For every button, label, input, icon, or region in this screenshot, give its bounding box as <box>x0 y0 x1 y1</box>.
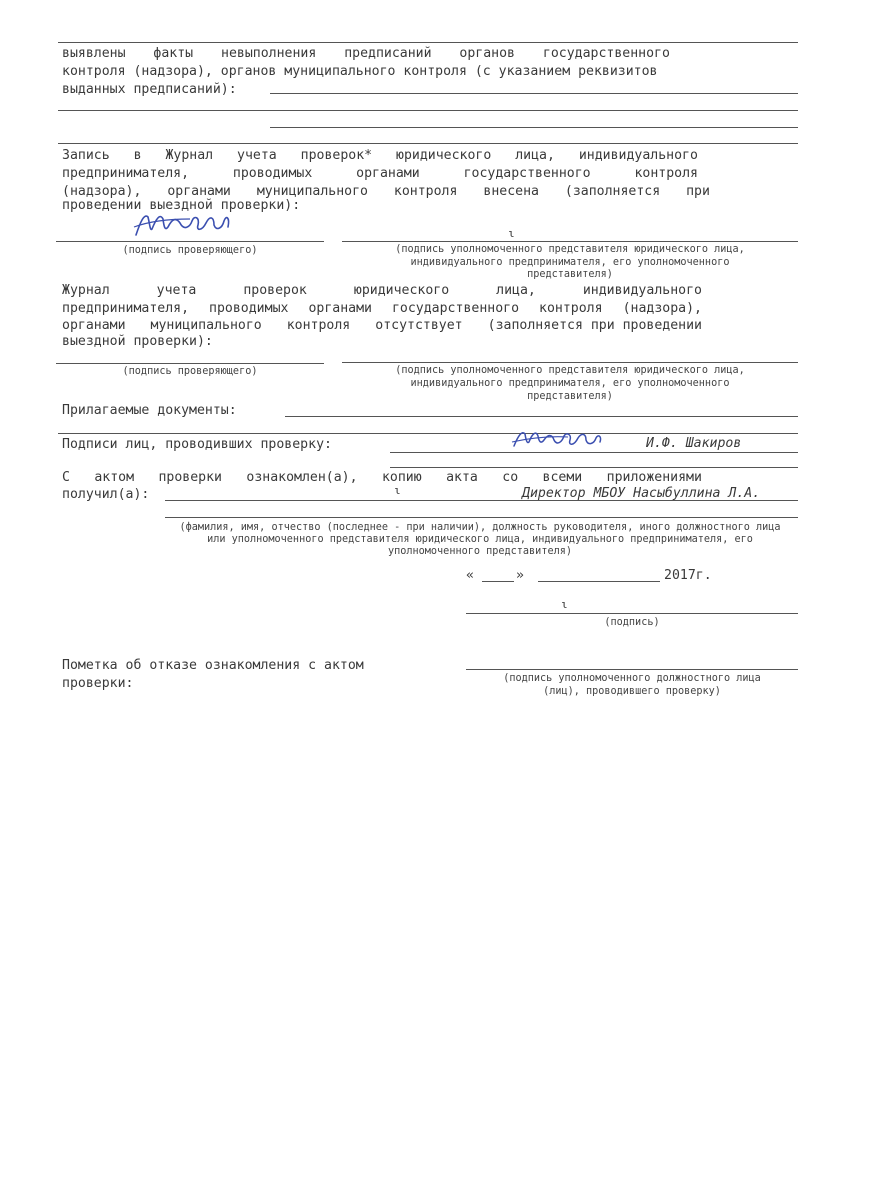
recipient-name: Директор МБОУ Насыбуллина Л.А. <box>522 486 761 501</box>
refusal-caption-1: (подпись уполномоченного должностного лица <box>503 673 761 684</box>
inspector-name: И.Ф. Шакиров <box>646 436 742 451</box>
date-month-field[interactable] <box>538 581 660 582</box>
signature-caption: (подпись) <box>604 617 660 628</box>
date-close-quote: » <box>516 568 524 583</box>
recipient-line-2[interactable] <box>165 517 798 518</box>
violations-fill-line-2[interactable] <box>58 110 798 111</box>
pen-mark: ɩ <box>561 598 568 611</box>
journal-absent-line-3: органами муниципального контроля отсутствует (заполняется при проведении <box>62 318 702 333</box>
representative-caption-1b: индивидуального предпринимателя, его уполномоченного <box>410 257 730 268</box>
attached-documents-line-1[interactable] <box>285 416 798 417</box>
pen-mark: ɩ <box>508 227 515 240</box>
inspector-signature-line-1[interactable] <box>56 241 324 242</box>
journal-absent-line-4: выездной проверки): <box>62 334 213 349</box>
representative-signature-line-1[interactable] <box>342 241 798 242</box>
recipient-caption-1: (фамилия, имя, отчество (последнее - при наличии), должность руководителя, иного должностного лица <box>179 522 781 533</box>
inspector-caption-1: (подпись проверяющего) <box>122 245 258 256</box>
journal-entry-line-4: проведении выездной проверки): <box>62 198 301 213</box>
violations-line-3: выданных предписаний): <box>62 82 237 97</box>
refusal-caption-2: (лиц), проводившего проверку) <box>543 686 721 697</box>
violations-fill-line-4[interactable] <box>58 143 798 144</box>
representative-caption-2a: (подпись уполномоченного представителя юридического лица, <box>395 365 745 376</box>
date-year: 2017г. <box>664 568 712 583</box>
inspectors-signatures-line[interactable] <box>390 452 798 453</box>
recipient-caption-3: уполномоченного представителя) <box>387 546 572 557</box>
representative-caption-2c: представителя) <box>527 391 613 402</box>
recipient-line[interactable] <box>165 500 798 501</box>
inspector-signature-main <box>510 428 610 450</box>
representative-caption-1a: (подпись уполномоченного представителя юридического лица, <box>395 244 745 255</box>
violations-fill-line-3[interactable] <box>270 127 798 128</box>
top-rule <box>58 42 798 43</box>
attached-documents-label: Прилагаемые документы: <box>62 403 237 418</box>
representative-caption-1c: представителя) <box>527 269 613 280</box>
acknowledgement-line-1: С актом проверки ознакомлен(а), копию акта со всеми приложениями <box>62 470 702 485</box>
inspector-signature-1 <box>130 205 240 241</box>
representative-caption-2b: индивидуального предпринимателя, его уполномоченного <box>410 378 730 389</box>
acknowledgement-received-label: получил(а): <box>62 487 150 502</box>
inspector-signature-line-2[interactable] <box>56 363 324 364</box>
date-open-quote: « <box>466 568 474 583</box>
representative-signature-line-2[interactable] <box>342 362 798 363</box>
violations-line-2: контроля (надзора), органов муниципального контроля (с указанием реквизитов <box>62 64 658 79</box>
pen-mark: ɩ <box>394 484 401 497</box>
inspector-caption-2: (подпись проверяющего) <box>122 366 258 377</box>
attached-documents-line-2[interactable] <box>58 433 798 434</box>
refusal-line-2: проверки: <box>62 676 134 691</box>
recipient-caption-2: или уполномоченного представителя юридического лица, индивидуального предпринимателя, его <box>207 534 753 545</box>
date-day-field[interactable] <box>482 581 514 582</box>
inspectors-signatures-label: Подписи лиц, проводивших проверку: <box>62 437 332 452</box>
journal-absent-line-1: Журнал учета проверок юридического лица, индивидуального <box>62 283 702 298</box>
journal-entry-line-2: предпринимателя, проводимых органами государственного контроля <box>62 166 698 181</box>
refusal-signature-line[interactable] <box>466 669 798 670</box>
journal-entry-line-1: Запись в Журнал учета проверок* юридического лица, индивидуального <box>62 148 698 163</box>
violations-fill-line-1[interactable] <box>270 93 798 94</box>
journal-absent-line-2: предпринимателя, проводимых органами государственного контроля (надзора), <box>62 301 702 316</box>
violations-line-1: выявлены факты невыполнения предписаний органов государственного <box>62 46 670 61</box>
journal-entry-line-3: (надзора), органами муниципального контроля внесена (заполняется при <box>62 184 710 199</box>
refusal-line-1: Пометка об отказе ознакомления с актом <box>62 658 364 673</box>
signature-line[interactable] <box>466 613 798 614</box>
acknowledgement-line-top[interactable] <box>390 467 798 468</box>
